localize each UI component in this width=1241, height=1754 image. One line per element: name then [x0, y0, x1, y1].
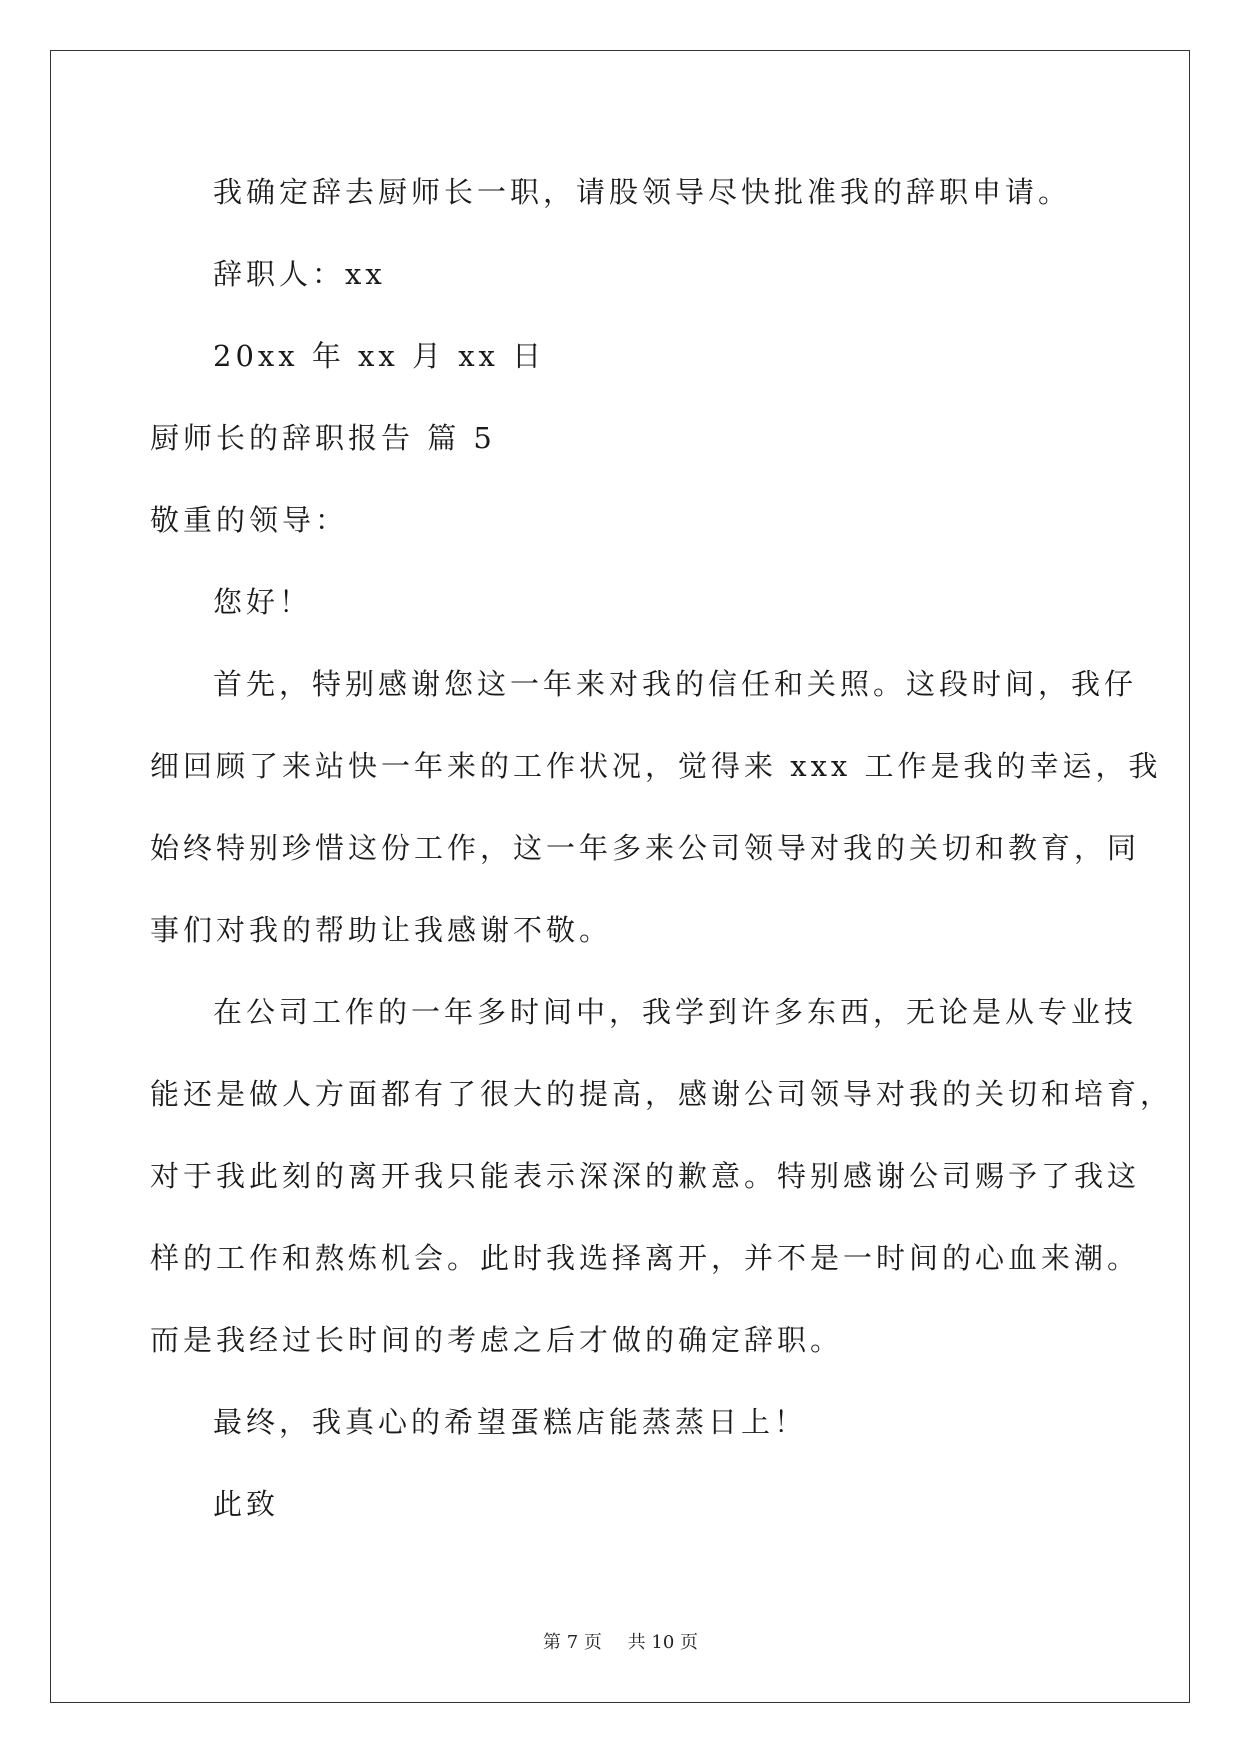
paragraph-line: 始终特别珍惜这份工作，这一年多来公司领导对我的关切和教育，同 [150, 831, 1141, 865]
paragraph-line: 事们对我的帮助让我感谢不敬。 [150, 913, 613, 947]
page-footer [0, 1628, 1241, 1654]
signature-line: 辞职人：xx [213, 257, 386, 291]
salutation: 敬重的领导： [150, 503, 349, 537]
paragraph-line: 我确定辞去厨师长一职，请股领导尽快批准我的辞职申请。 [213, 175, 1072, 209]
paragraph-line: 在公司工作的一年多时间中，我学到许多东西，无论是从专业技 [213, 995, 1138, 1029]
page-number-total: 共 10 页 [627, 1632, 698, 1653]
paragraph-line: 能还是做人方面都有了很大的提高，感谢公司领导对我的关切和培育， [150, 1077, 1174, 1111]
paragraph-line: 样的工作和熬炼机会。此时我选择离开，并不是一时间的心血来潮。 [150, 1241, 1141, 1275]
greeting: 您好！ [213, 585, 313, 619]
paragraph-line: 首先，特别感谢您这一年来对我的信任和关照。这段时间，我仔 [213, 667, 1138, 701]
closing-line: 此致 [213, 1487, 280, 1521]
date-line: 20xx 年 xx 月 xx 日 [213, 339, 546, 373]
page-number-current: 第 7 页 [543, 1632, 602, 1653]
section-heading: 厨师长的辞职报告 篇 5 [150, 421, 496, 455]
paragraph-line: 对于我此刻的离开我只能表示深深的歉意。特别感谢公司赐予了我这 [150, 1159, 1141, 1193]
page-border [50, 50, 1190, 1703]
paragraph-line: 而是我经过长时间的考虑之后才做的确定辞职。 [150, 1323, 844, 1357]
paragraph-line: 最终，我真心的希望蛋糕店能蒸蒸日上！ [213, 1405, 808, 1439]
paragraph-line: 细回顾了来站快一年来的工作状况，觉得来 xxx 工作是我的幸运，我 [150, 749, 1162, 783]
